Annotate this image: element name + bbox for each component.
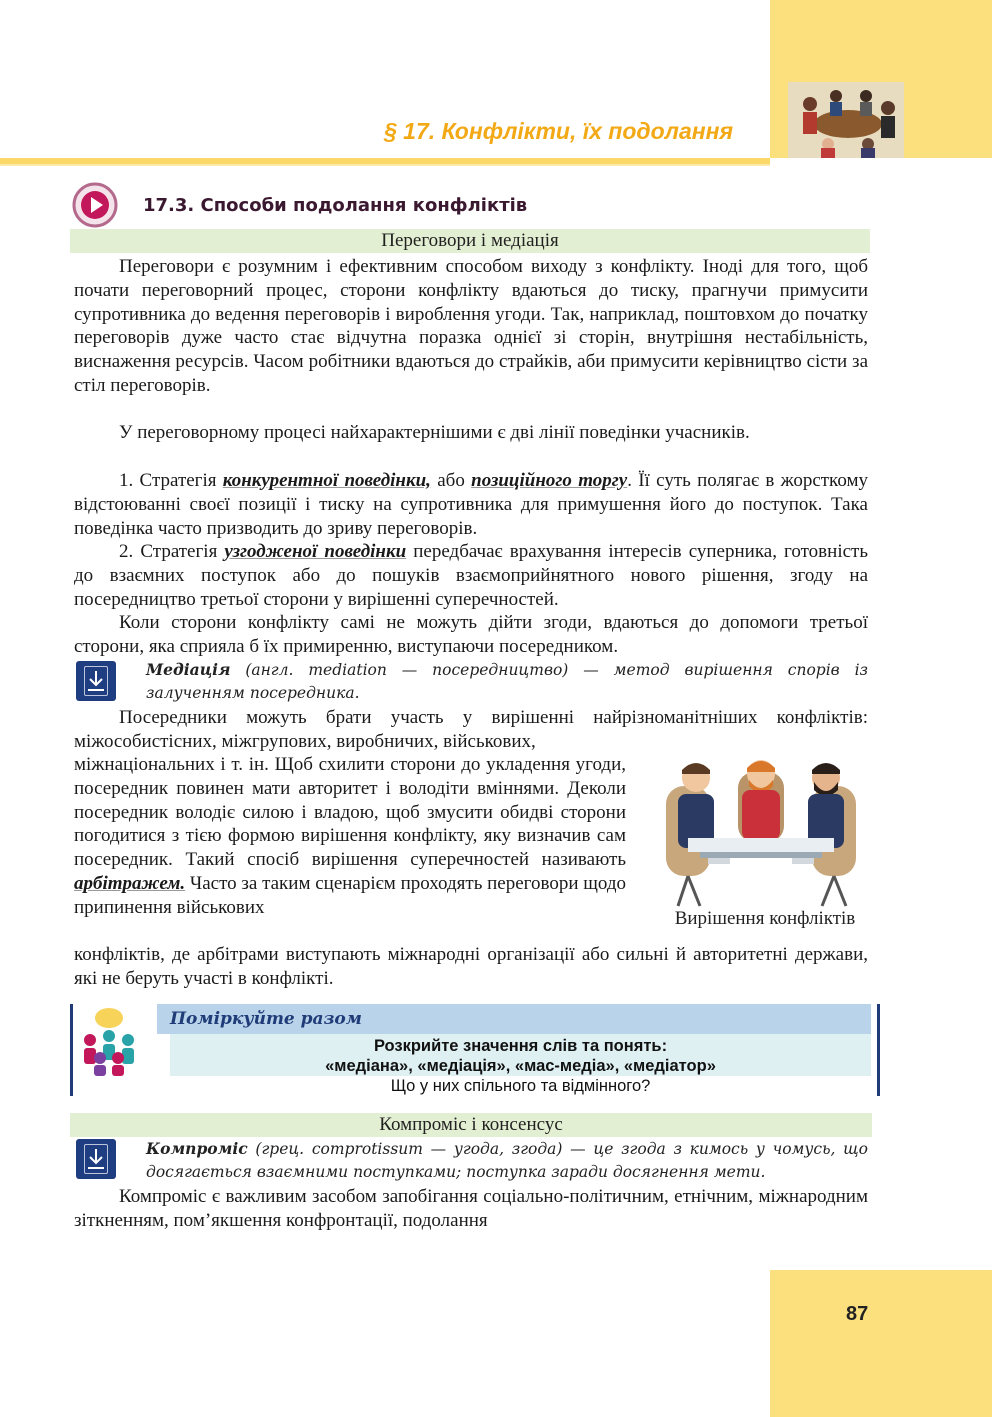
paragraph-strategy-2 (74, 540, 868, 611)
header-photo (788, 82, 904, 158)
paragraph-mediators-tail: конфліктів, де арбітрами виступають міжнародні організації або сильні й авторитетні держави, які не беруть участі в конфлікті. (74, 944, 868, 989)
definition-compromise (146, 1137, 868, 1184)
paragraph-mediators-wrap (74, 753, 626, 920)
definition-mediation-term: Медіація (146, 660, 231, 679)
definition-mediation-text: (англ. mediation — посередництво) — метод вирішення спорів із залученням посередника. (146, 661, 868, 702)
conflict-resolution-illustration (660, 756, 862, 908)
paragraph-compromise: Компроміс є важливим засобом запобігання соціально-політичним, етнічним, міжнародним зіткненням, пом’якшення конфронтації, подолання (74, 1186, 868, 1231)
definition-compromise-term: Компроміс (146, 1139, 248, 1158)
discussion-line-3: Що у них спільного та відмінного? (390, 1077, 651, 1095)
term-competitive-behavior: конкурентної поведінки, (222, 470, 431, 491)
strategy-1-middle: або (430, 470, 472, 491)
subsection-title-compromise: Компроміс і консенсус (70, 1113, 872, 1137)
discussion-title: Поміркуйте разом (170, 1009, 362, 1029)
mediators-wrap-text-2: Часто за таким сценарієм проходять переговори щодо припинення військових (74, 872, 626, 918)
section-heading: 17.3. Способи подолання конфліктів (143, 195, 528, 216)
term-positional-bargaining: позиційного торгу (471, 470, 628, 491)
chapter-title: § 17. Конфлікти, їх подолання (384, 118, 734, 144)
term-agreed-behavior: узгодженої поведінки (224, 541, 407, 562)
strategy-2-prefix: 2. Стратегія (119, 541, 225, 562)
header-divider-light (0, 164, 770, 166)
paragraph-behavior-lines: У переговорному процесі найхарактернішими є дві лінії поведінки учасників. (119, 422, 750, 443)
illustration-caption: Вирішення конфліктів (674, 908, 856, 929)
discussion-line-2: «медіана», «медіація», «мас-медіа», «медіатор» (325, 1057, 716, 1075)
download-icon[interactable] (76, 661, 116, 701)
subsection-title-negotiations: Переговори і медіація (70, 229, 870, 253)
footer-side-panel (770, 1270, 992, 1417)
strategy-1-suffix: . Її суть полягає в жорсткому відстоюванні своєї позиції і тиску на супротивника для примушення його до поступок. Така поведінка часто призводить до зриву переговорів. (74, 470, 868, 539)
term-arbitration: арбітражем. (74, 872, 186, 894)
page-number: 87 (846, 1303, 869, 1325)
paragraph-strategy-1 (74, 469, 868, 540)
definition-mediation (146, 658, 868, 705)
strategy-2-suffix: передбачає врахування інтересів суперника, готовність до взаємних поступок або до пошуків взаємоприйнятного нового рішення, згоду на посередництво третьої сторони у вирішенні суперечностей. (74, 541, 868, 610)
discussion-line-1: Розкрийте значення слів та понять: (373, 1037, 668, 1055)
paragraph-third-party: Коли сторони конфлікту самі не можуть дійти згоди, вдаються до допомоги третьої сторони, яка сприяла б їх примиренню, виступаючи посередником. (74, 612, 868, 657)
mediators-wrap-text-1: міжнаціональних і т. ін. Щоб схилити сторони до укладення угоди, посередник повинен мати авторитет і володіти вміннями. Деколи посередник володіє силою і владою, щоб змусити обидві сторони погодитися з тією формою вирішення конфлікту, яку визначив сам посередник. Такий спосіб вирішення суперечностей називають (74, 754, 626, 871)
paragraph-negotiations-intro: Переговори є розумним і ефективним способом виходу з конфлікту. Іноді для того, щоб почати переговорний процес, сторони конфлікту вдаються до тиску, прагнучи примусити супротивника до ведення переговорів і вироблення угоди. Так, наприклад, поштовхом до початку переговорів дуже часто стає відчутна поразка однієї зі сторін, внутрішня нестабільність, виснаження ресурсів. Часом робітники вдаються до страйків, аби примусити керівництво сісти за стіл переговорів. (74, 256, 868, 396)
play-icon[interactable] (72, 182, 118, 228)
definition-compromise-text: (грец. comprotissum — угода, згода) — це згода з кимось у чомусь, що досягається взаємними поступками; поступка заради досягнення мети. (146, 1140, 868, 1181)
paragraph-mediators: Посередники можуть брати участь у вирішенні найрізноманітніших конфліктів: міжособистісних, міжгрупових, виробничих, військових, (74, 707, 868, 752)
group-discussion-icon (78, 1006, 140, 1076)
download-icon[interactable] (76, 1139, 116, 1179)
strategy-1-prefix: 1. Стратегія (119, 470, 223, 491)
